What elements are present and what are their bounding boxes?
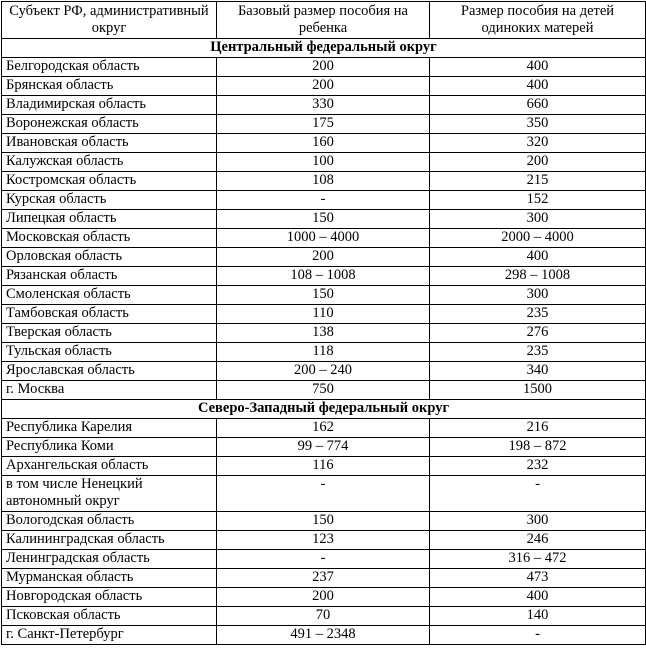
- region-cell: Брянская область: [2, 77, 217, 96]
- base-benefit-cell: 330: [217, 96, 430, 115]
- base-benefit-cell: 70: [217, 607, 430, 626]
- single-mother-benefit-cell: 400: [430, 248, 646, 267]
- base-benefit-cell: 750: [217, 381, 430, 400]
- table-row: [2, 210, 646, 229]
- single-mother-benefit-cell: 276: [430, 324, 646, 343]
- base-benefit-cell: 200: [217, 77, 430, 96]
- base-benefit-cell: 160: [217, 134, 430, 153]
- header-row: [2, 2, 646, 39]
- single-mother-benefit-cell: 300: [430, 512, 646, 531]
- region-cell: Владимирская область: [2, 96, 217, 115]
- header-base-benefit: Базовый размер пособия на ребенка: [217, 2, 430, 39]
- base-benefit-cell: -: [217, 476, 430, 512]
- base-benefit-cell: -: [217, 550, 430, 569]
- single-mother-benefit-cell: 198 – 872: [430, 438, 646, 457]
- single-mother-benefit-cell: 235: [430, 305, 646, 324]
- single-mother-benefit-cell: 298 – 1008: [430, 267, 646, 286]
- federal-district-title: Центральный федеральный округ: [2, 39, 646, 58]
- region-cell: Ивановская область: [2, 134, 217, 153]
- header-single-mother-benefit: Размер пособия на детей одиноких матерей: [430, 2, 646, 39]
- table-row: [2, 457, 646, 476]
- base-benefit-cell: 116: [217, 457, 430, 476]
- base-benefit-cell: 175: [217, 115, 430, 134]
- table-row: [2, 381, 646, 400]
- table-row: [2, 305, 646, 324]
- single-mother-benefit-cell: 235: [430, 343, 646, 362]
- single-mother-benefit-cell: 200: [430, 153, 646, 172]
- single-mother-benefit-cell: 400: [430, 588, 646, 607]
- base-benefit-cell: 200: [217, 58, 430, 77]
- single-mother-benefit-cell: 400: [430, 58, 646, 77]
- table-row: [2, 607, 646, 626]
- base-benefit-cell: 200: [217, 248, 430, 267]
- single-mother-benefit-cell: 320: [430, 134, 646, 153]
- table-row: [2, 134, 646, 153]
- table-row: [2, 362, 646, 381]
- region-cell: Курская область: [2, 191, 217, 210]
- region-cell: Калужская область: [2, 153, 217, 172]
- table-row: [2, 626, 646, 645]
- region-cell: Орловская область: [2, 248, 217, 267]
- base-benefit-cell: 99 – 774: [217, 438, 430, 457]
- single-mother-benefit-cell: -: [430, 476, 646, 512]
- region-cell: г. Москва: [2, 381, 217, 400]
- table-row: [2, 58, 646, 77]
- region-cell: Костромская область: [2, 172, 217, 191]
- table-row: [2, 267, 646, 286]
- single-mother-benefit-cell: 660: [430, 96, 646, 115]
- table-row: [2, 115, 646, 134]
- table-row: [2, 550, 646, 569]
- table-row: [2, 286, 646, 305]
- table-row: [2, 77, 646, 96]
- table-row: [2, 229, 646, 248]
- base-benefit-cell: 200 – 240: [217, 362, 430, 381]
- federal-district-title: Северо-Западный федеральный округ: [2, 400, 646, 419]
- region-cell: Вологодская область: [2, 512, 217, 531]
- table-row: [2, 476, 646, 512]
- base-benefit-cell: 162: [217, 419, 430, 438]
- region-cell: Новгородская область: [2, 588, 217, 607]
- single-mother-benefit-cell: 1500: [430, 381, 646, 400]
- single-mother-benefit-cell: -: [430, 626, 646, 645]
- region-cell: Псковская область: [2, 607, 217, 626]
- group-row: [2, 400, 646, 419]
- base-benefit-cell: 1000 – 4000: [217, 229, 430, 248]
- table-row: [2, 191, 646, 210]
- base-benefit-cell: 100: [217, 153, 430, 172]
- region-cell: Московская область: [2, 229, 217, 248]
- single-mother-benefit-cell: 215: [430, 172, 646, 191]
- table-row: [2, 531, 646, 550]
- table-row: [2, 588, 646, 607]
- base-benefit-cell: 118: [217, 343, 430, 362]
- table-row: [2, 419, 646, 438]
- region-cell: Архангельская область: [2, 457, 217, 476]
- single-mother-benefit-cell: 300: [430, 210, 646, 229]
- region-cell: в том числе Ненецкий автономный округ: [2, 476, 217, 512]
- single-mother-benefit-cell: 340: [430, 362, 646, 381]
- single-mother-benefit-cell: 350: [430, 115, 646, 134]
- region-cell: Белгородская область: [2, 58, 217, 77]
- benefits-table: [1, 1, 646, 645]
- group-row: [2, 39, 646, 58]
- table-body: [2, 39, 646, 645]
- base-benefit-cell: 150: [217, 286, 430, 305]
- region-cell: Калининградская область: [2, 531, 217, 550]
- single-mother-benefit-cell: 232: [430, 457, 646, 476]
- single-mother-benefit-cell: 140: [430, 607, 646, 626]
- region-cell: Воронежская область: [2, 115, 217, 134]
- single-mother-benefit-cell: 2000 – 4000: [430, 229, 646, 248]
- region-cell: Ленинградская область: [2, 550, 217, 569]
- region-cell: Мурманская область: [2, 569, 217, 588]
- base-benefit-cell: 110: [217, 305, 430, 324]
- single-mother-benefit-cell: 152: [430, 191, 646, 210]
- region-cell: г. Санкт-Петербург: [2, 626, 217, 645]
- table-row: [2, 512, 646, 531]
- single-mother-benefit-cell: 316 – 472: [430, 550, 646, 569]
- region-cell: Смоленская область: [2, 286, 217, 305]
- base-benefit-cell: 108: [217, 172, 430, 191]
- single-mother-benefit-cell: 473: [430, 569, 646, 588]
- table-row: [2, 248, 646, 267]
- table-row: [2, 96, 646, 115]
- region-cell: Ярославская область: [2, 362, 217, 381]
- base-benefit-cell: -: [217, 191, 430, 210]
- table-row: [2, 569, 646, 588]
- base-benefit-cell: 491 – 2348: [217, 626, 430, 645]
- base-benefit-cell: 123: [217, 531, 430, 550]
- region-cell: Тверская область: [2, 324, 217, 343]
- base-benefit-cell: 150: [217, 210, 430, 229]
- header-region: Субъект РФ, административный округ: [2, 2, 217, 39]
- region-cell: Липецкая область: [2, 210, 217, 229]
- table-row: [2, 438, 646, 457]
- base-benefit-cell: 150: [217, 512, 430, 531]
- single-mother-benefit-cell: 216: [430, 419, 646, 438]
- base-benefit-cell: 138: [217, 324, 430, 343]
- base-benefit-cell: 237: [217, 569, 430, 588]
- region-cell: Тульская область: [2, 343, 217, 362]
- region-cell: Республика Коми: [2, 438, 217, 457]
- single-mother-benefit-cell: 300: [430, 286, 646, 305]
- base-benefit-cell: 200: [217, 588, 430, 607]
- table-row: [2, 153, 646, 172]
- base-benefit-cell: 108 – 1008: [217, 267, 430, 286]
- region-cell: Рязанская область: [2, 267, 217, 286]
- table-row: [2, 172, 646, 191]
- single-mother-benefit-cell: 400: [430, 77, 646, 96]
- table-row: [2, 343, 646, 362]
- region-cell: Тамбовская область: [2, 305, 217, 324]
- table-row: [2, 324, 646, 343]
- single-mother-benefit-cell: 246: [430, 531, 646, 550]
- region-cell: Республика Карелия: [2, 419, 217, 438]
